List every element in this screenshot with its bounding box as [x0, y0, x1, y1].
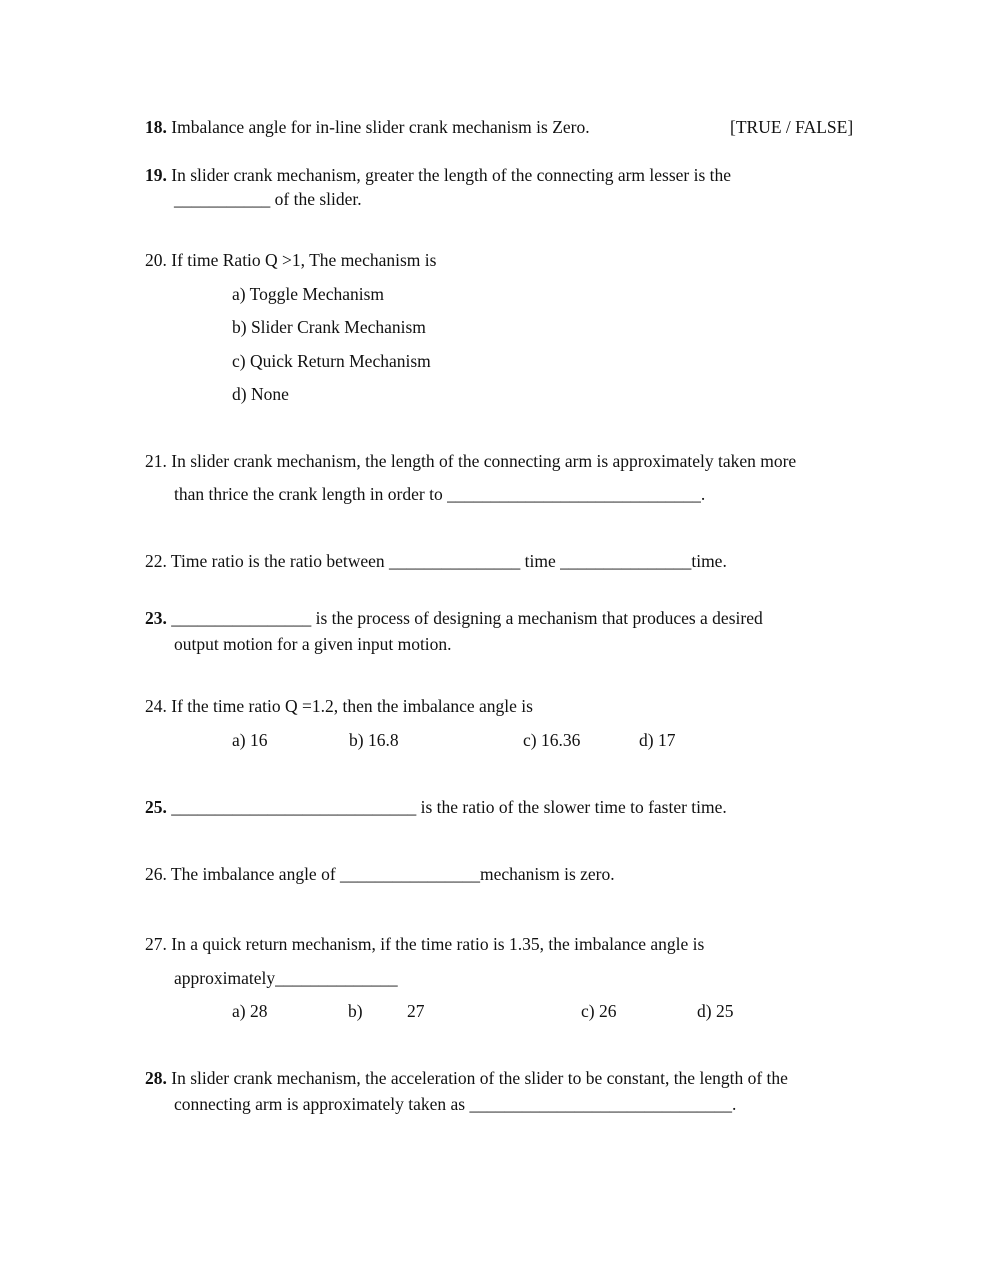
option-a: a) 28 — [232, 1001, 268, 1021]
question-20: 20. If time Ratio Q >1, The mechanism is — [145, 250, 437, 270]
question-19 — [145, 165, 731, 186]
question-number: 23. — [145, 608, 167, 628]
question-19-continuation: ___________ of the slider. — [174, 189, 362, 209]
question-text: ____________________________ is the ratio of the slower time to faster time. — [171, 797, 727, 817]
question-27-continuation: approximately______________ — [174, 968, 398, 988]
true-false-label: [TRUE / FALSE] — [730, 117, 854, 137]
question-25 — [145, 797, 727, 818]
option-a: a) Toggle Mechanism — [232, 284, 385, 304]
question-text: Imbalance angle for in-line slider crank mechanism is Zero. — [171, 117, 590, 137]
option-d: d) 25 — [697, 1001, 734, 1021]
question-number: 28. — [145, 1068, 167, 1088]
question-28 — [145, 1068, 788, 1089]
question-26: 26. The imbalance angle of ________________mechanism is zero. — [145, 864, 615, 884]
question-21-continuation: than thrice the crank length in order to _____________________________. — [174, 484, 706, 504]
option-a: a) 16 — [232, 730, 268, 750]
question-23 — [145, 608, 763, 629]
question-23-continuation: output motion for a given input motion. — [174, 634, 452, 654]
question-22: 22. Time ratio is the ratio between _______________ time _______________time. — [145, 551, 727, 571]
option-b-value: 27 — [407, 1001, 425, 1021]
option-b-label: b) — [348, 1001, 363, 1021]
option-c: c) 26 — [581, 1001, 617, 1021]
question-24: 24. If the time ratio Q =1.2, then the imbalance angle is — [145, 696, 533, 716]
question-21: 21. In slider crank mechanism, the length of the connecting arm is approximately taken more — [145, 451, 797, 471]
question-28-continuation: connecting arm is approximately taken as ______________________________. — [174, 1094, 737, 1114]
question-number: 18. — [145, 117, 167, 137]
question-text: In slider crank mechanism, greater the length of the connecting arm lesser is the — [171, 165, 732, 185]
option-c: c) 16.36 — [523, 730, 581, 750]
option-b: b) 16.8 — [349, 730, 399, 750]
option-b: b) Slider Crank Mechanism — [232, 317, 426, 337]
option-c: c) Quick Return Mechanism — [232, 351, 431, 371]
question-text: ________________ is the process of designing a mechanism that produces a desired — [171, 608, 763, 628]
option-d: d) None — [232, 384, 289, 404]
question-text: In slider crank mechanism, the acceleration of the slider to be constant, the length of the — [171, 1068, 788, 1088]
question-number: 25. — [145, 797, 167, 817]
option-d: d) 17 — [639, 730, 676, 750]
question-number: 19. — [145, 165, 167, 185]
question-27: 27. In a quick return mechanism, if the time ratio is 1.35, the imbalance angle is — [145, 934, 705, 954]
question-18 — [145, 117, 590, 138]
